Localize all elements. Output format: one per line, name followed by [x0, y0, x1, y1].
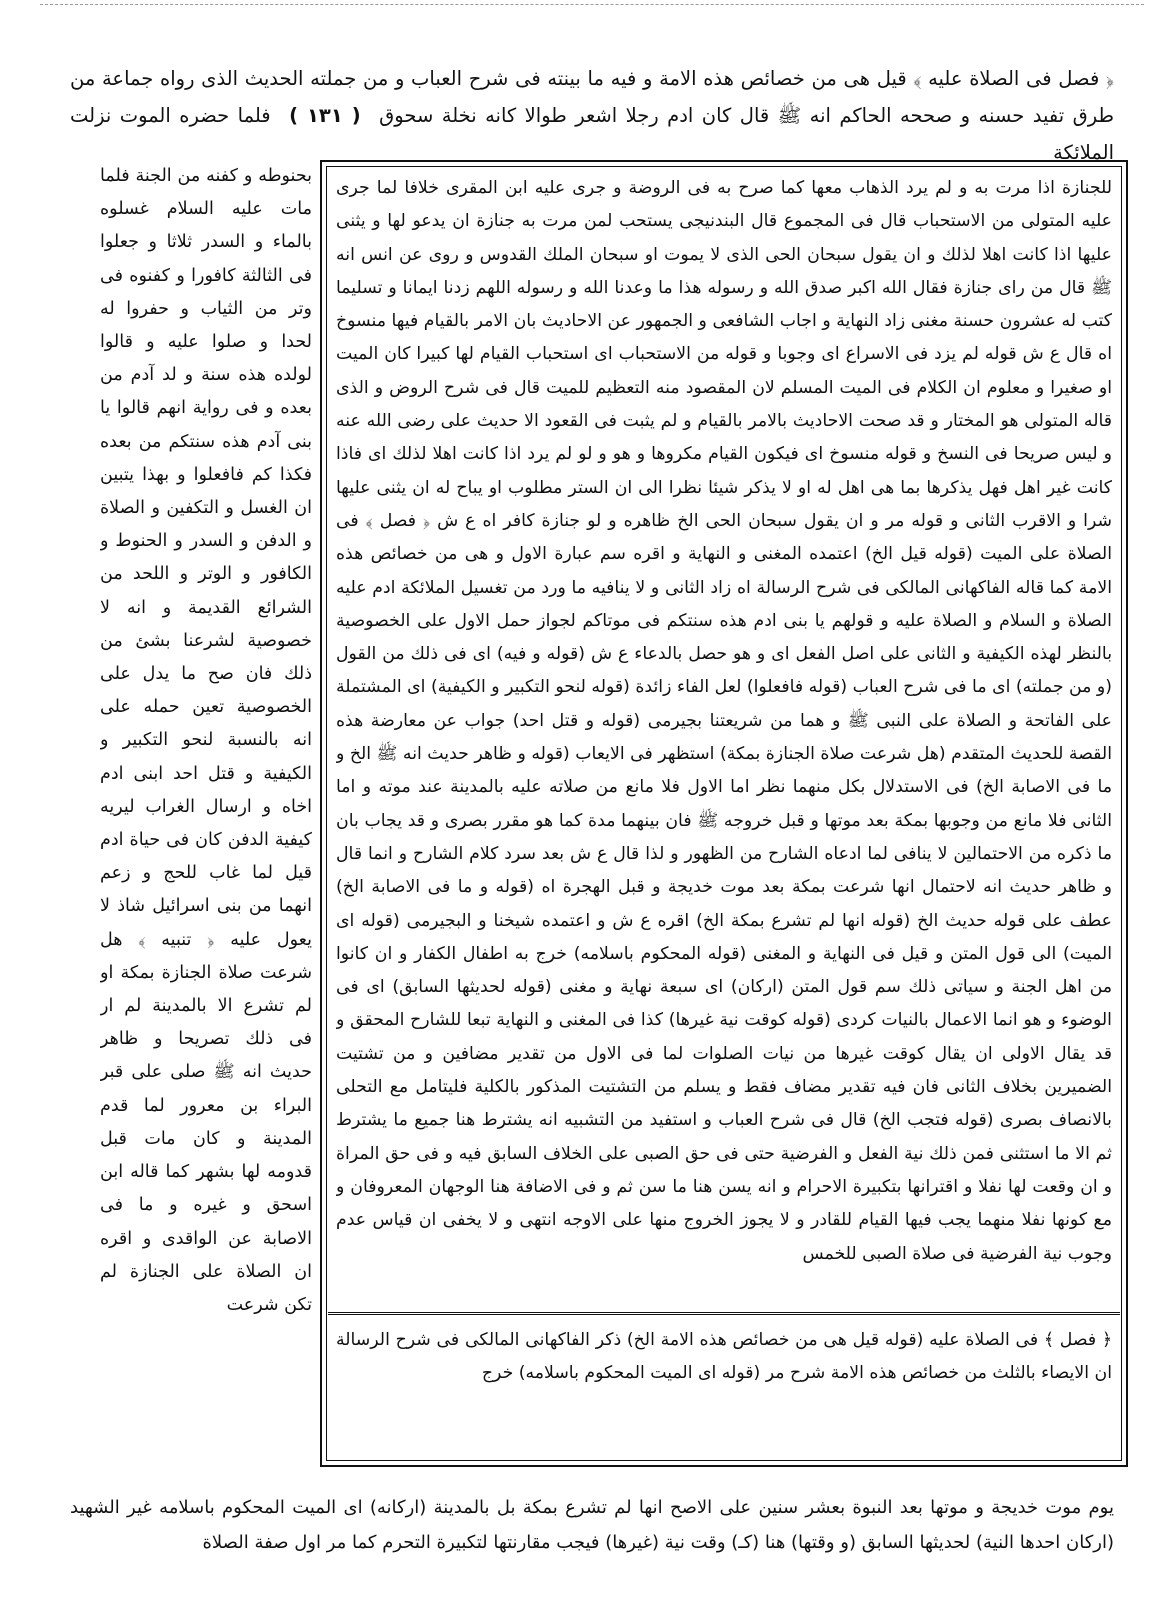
header-text-end: فلما حضره الموت نزلت الملائكة	[70, 104, 1114, 164]
header-text: ﴿ فصل فى الصلاة عليه ﴾ قيل هى من خصائص هذه الامة و فيه ما بينته فى شرح العباب و من جملته الحديث الذى رواه جماعة من طرق تفيد حسنه و صححه الحاكم انه ﷺ قال كان ادم رجلا اشعر طوالا كانه نخلة سحوق	[70, 67, 1115, 127]
page-footer: يوم موت خديجة و موتها بعد النبوة بعشر سنين على الاصح انها لم تشرع بمكة بل بالمدينة (اركانه) اى الميت المحكوم باسلامه غير الشهيد (اركان احدها النية) لحديثها السابق (و وقتها) هنا (كـ) وقت نية (غيرها) فيجب مقارنتها لتكبيرة التحرم كما مر اول صفة الصلاة	[70, 1497, 1114, 1553]
commentary-box	[320, 160, 1128, 1467]
side-column: بحنوطه و كفنه من الجنة فلما مات عليه السلام غسلوه بالماء و السدر ثلاثا و جعلوا فى الثالثة كافورا و كفنوه فى وتر من الثياب و حفروا له لحدا و صلوا عليه و قالوا لولده هذه سنة و لد آدم من بعده و فى رواية انهم قالوا يا بنى آدم هذه سنتكم من بعده فكذا كم فافعلوا و بهذا يتبين ان الغسل و التكفين و الصلاة و الدفن و السدر و الحنوط و الكافور و الوتر و اللحد من الشرائع القديمة و انه لا خصوصية لشرعنا بشئ من ذلك فان صح ما يدل على الخصوصية تعين حمله على انه بالنسبة لنحو التكبير و الكيفية و قتل احد ابنى ادم اخاه و ارسال الغراب ليريه كيفية الدفن كان فى حياة ادم قيل لما غاب للحج و زعم انهما من بنى اسرائيل شاذ لا يعول عليه ﴿ تنبيه ﴾ هل شرعت صلاة الجنازة بمكة او لم تشرع الا بالمدينة لم ار فى ذلك تصريحا و ظاهر حديث انه ﷺ صلى على قبر البراء بن معرور لما قدم المدينة و كان مات قبل قدومه لها بشهر كما قاله ابن اسحق و غيره و ما فى الاصابة عن الواقدى و اقره ان الصلاة على الجنازة لم تكن شرعت	[100, 166, 312, 1315]
top-rule	[40, 4, 1144, 5]
commentary-upper: للجنازة اذا مرت به و لم يرد الذهاب معها كما صرح به فى الروضة و جرى عليه ابن المقرى خلافا لما جرى عليه المتولى من الاستحباب قال فى المجموع قال البندنيجى يستحب لمن مرت به جنازة ان يدعو لها و يثنى عليها اذا كانت اهلا لذلك و ان يقول سبحان الحى الذى لا يموت او سبحان الملك القدوس و روى عن انس انه ﷺ قال من راى جنازة فقال الله اكبر صدق الله و رسوله هذا ما وعدنا الله و رسوله اللهم زدنا ايمانا و تسليما كتب له عشرون حسنة مغنى زاد النهاية و اجاب الشافعى و الجمهور عن الاحاديث بان الامر بالقيام فيها منسوخ اه قال ع ش قوله لم يزد فى الاسراع اى وجوبا و قوله من الاستحباب اى استحباب القيام لها كبيرا كان الميت او صغيرا و معلوم ان الكلام فى الميت المسلم لان المقصود منه التعظيم للميت قال فى شرح الروض و الذى قاله المتولى هو المختار و قد صحت الاحاديث بالامر بالقيام و لم يثبت فى القعود الا حديث على رضى الله عنه و ليس صريحا فى النسخ و قوله منسوخ اى فيكون القيام مكروها و هو و لو لم يرد اذا كانت اهلا لذلك اى فاذا كانت غير اهل فهل يذكرها بما هى اهل له او لا يذكر شيئا نظرا الى ان الستر مطلوب او يباح له ان يثنى عليها شرا و الاقرب الثانى و قوله مر و ان يقول سبحان الحى الخ ظاهره و لو جنازة كافر اه ع ش ﴿ فصل ﴾ فى الصلاة على الميت (قوله قيل الخ) اعتمده المغنى و النهاية و اقره سم عبارة الاول و هى من خصائص هذه الامة كما قاله الفاكهانى المالكى فى شرح الرسالة اه زاد الثانى و لا ينافيه ما ورد من تغسيل الملائكة ادم عليه الصلاة و السلام و الصلاة عليه و قولهم يا بنى ادم هذه سنتكم فى موتاكم لجواز حمل الاول على الخصوصية بالنظر لهذه الكيفية و الثانى على اصل الفعل اى و هو حصل بالدعاء ع ش (قوله و فيه) اى فى ذلك من القول (و من جملته) اى ما فى شرح العباب (قوله فافعلوا) لعل الفاء زائدة (قوله لنحو التكبير و الكيفية) اى المشتملة على الفاتحة و الصلاة على النبى ﷺ و هما من شريعتنا بجيرمى (قوله و قتل احد) جواب عن معارضة هذه القصة للحديث المتقدم (هل شرعت صلاة الجنازة بمكة) استظهر فى الايعاب (قوله و ظاهر حديث انه ﷺ الخ و ما فى الاصابة الخ) فى الاستدلال بكل منهما نظر اما الاول فلا مانع من صلاته عليه بالمدينة عند موته و اما الثانى فلا مانع من وجوبها بمكة بعد موتها و قبل خروجه ﷺ فان بينهما مدة كما هو مقرر بصرى و قد يجاب بان ما ذكره من الاحتمالين لا ينافى لما ادعاه الشارح من الظهور و لذا قال ع ش بعد سرد كلام الشارح و انما قال و ظاهر حديث انه لاحتمال انها شرعت بمكة بعد موت خديجة و قبل الهجرة اه (قوله و ما فى الاصابة الخ) عطف على قوله حديث الخ (قوله انها لم تشرع بمكة الخ) اقره ع ش و اعتمده شيخنا و البجيرمى (قوله اى الميت) الى قول المتن و قيل فى النهاية و المغنى (قوله المحكوم باسلامه) خرج به اطفال الكفار و ان كانوا من اهل الجنة و سياتى ذلك سم قول المتن (اركان) اى سبعة نهاية و مغنى (قوله لحديثها السابق) اى فى الوضوء و هو انما الاعمال بالنيات كردى (قوله كوقت نية غيرها) كذا فى المغنى و النهاية تبعا للشارح المحقق و قد يقال الاولى ان يقال كوقت غيرها من نيات الصلوات لما فى الاول من تقدير مضافين و من تشتيت الضميرين بخلاف الثانى فان فيه تقدير مضاف فقط و يسلم من التشتيت المذكور بالكلية فليتامل مع التحلى بالانصاف بصرى (قوله فتجب الخ) قال فى شرح العباب و استفيد من التشبيه انه يشترط هنا جميع ما يشترط ثم الا ما استثنى فمن ذلك نية الفعل و الفرضية حتى فى حق الصبى على الخلاف السابق فيه و فى حق المراة و ان وقعت لها نفلا و اقترانها بتكبيرة الاحرام و انه يسن هنا ما سن ثم و فى الاضافة هنا الوجهان المعروفان و مع كونها نفلا منهما يجب فيها القيام للقادر و لا يجوز الخروج منها على الاوجه انتهى و لا يخفى ان قياس عدم وجوب نية الفرضية فى صلاة الصبى للخمس	[336, 178, 1112, 1264]
page-header	[70, 60, 1115, 164]
page-number: ( ۱۳۱ )	[289, 104, 361, 127]
commentary-divider	[328, 1312, 1120, 1315]
commentary-lower: ﴿ فصل ﴾ فى الصلاة عليه (قوله قيل هى من خصائص هذه الامة الخ) ذكر الفاكهانى المالكى فى شرح الرسالة ان الايصاء بالثلث من خصائص هذه الامة شرح مر (قوله اى الميت المحكوم باسلامه) خرج	[336, 1330, 1112, 1383]
